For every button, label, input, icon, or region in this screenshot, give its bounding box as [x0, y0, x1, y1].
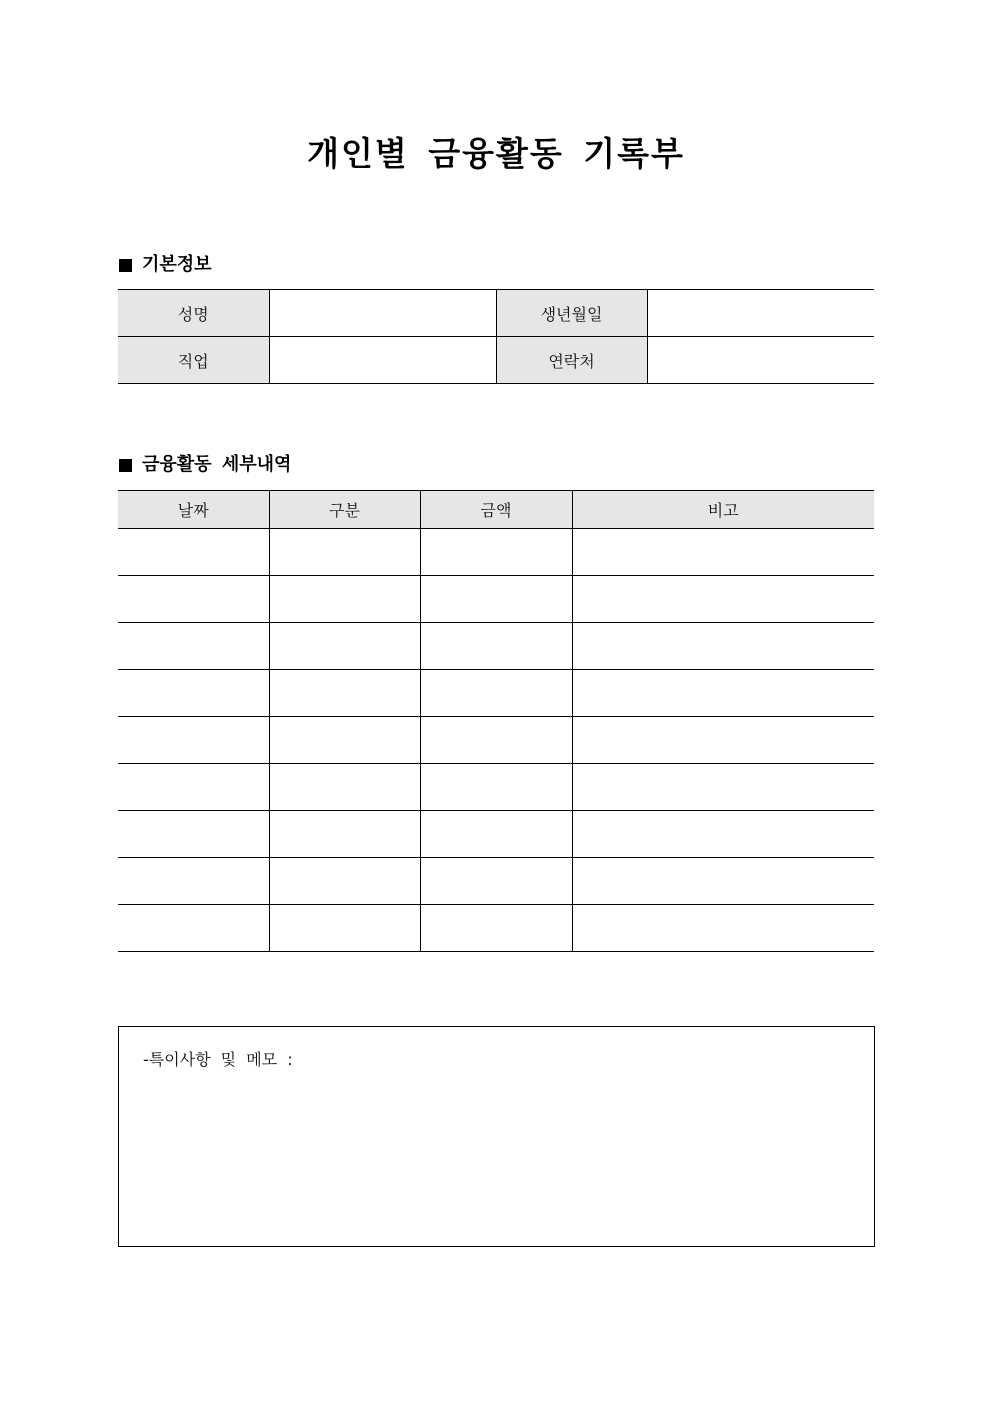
date-cell[interactable] [118, 811, 269, 858]
amount-cell[interactable] [420, 576, 572, 623]
date-cell[interactable] [118, 905, 269, 952]
remarks-cell[interactable] [572, 764, 874, 811]
column-header-date: 날짜 [118, 491, 269, 529]
document-title: 개인별 금융활동 기록부 [307, 134, 685, 173]
table-row [118, 717, 874, 764]
table-row [118, 811, 874, 858]
category-cell[interactable] [269, 764, 420, 811]
category-cell[interactable] [269, 670, 420, 717]
details-heading [119, 452, 291, 478]
amount-cell[interactable] [420, 717, 572, 764]
contact-field[interactable] [647, 337, 874, 384]
column-header-category: 구분 [269, 491, 420, 529]
date-cell[interactable] [118, 858, 269, 905]
table-row [118, 576, 874, 623]
square-bullet-icon [119, 459, 132, 472]
contact-label: 연락처 [496, 337, 647, 384]
square-bullet-icon [119, 259, 132, 272]
basic-info-table [118, 289, 874, 384]
remarks-cell[interactable] [572, 623, 874, 670]
table-row [118, 670, 874, 717]
memo-label: -특이사항 및 메모 : [143, 1050, 293, 1069]
basic-info-row [118, 290, 874, 337]
remarks-cell[interactable] [572, 905, 874, 952]
occupation-field[interactable] [269, 337, 496, 384]
remarks-cell[interactable] [572, 717, 874, 764]
category-cell[interactable] [269, 529, 420, 576]
birthdate-label: 생년월일 [496, 290, 647, 337]
occupation-label: 직업 [118, 337, 269, 384]
category-cell[interactable] [269, 858, 420, 905]
category-cell[interactable] [269, 576, 420, 623]
date-cell[interactable] [118, 670, 269, 717]
remarks-cell[interactable] [572, 811, 874, 858]
table-row [118, 529, 874, 576]
basic-info-heading-text: 기본정보 [142, 254, 212, 275]
category-cell[interactable] [269, 811, 420, 858]
memo-box[interactable] [118, 1026, 875, 1247]
column-header-remarks: 비고 [572, 491, 874, 529]
basic-info-heading [119, 252, 212, 278]
category-cell[interactable] [269, 623, 420, 670]
date-cell[interactable] [118, 717, 269, 764]
amount-cell[interactable] [420, 529, 572, 576]
table-row [118, 764, 874, 811]
basic-info-row [118, 337, 874, 384]
column-header-amount: 금액 [420, 491, 572, 529]
remarks-cell[interactable] [572, 858, 874, 905]
name-field[interactable] [269, 290, 496, 337]
date-cell[interactable] [118, 623, 269, 670]
table-row [118, 623, 874, 670]
table-row [118, 858, 874, 905]
category-cell[interactable] [269, 905, 420, 952]
date-cell[interactable] [118, 764, 269, 811]
remarks-cell[interactable] [572, 670, 874, 717]
remarks-cell[interactable] [572, 529, 874, 576]
details-table [118, 490, 874, 952]
table-row [118, 905, 874, 952]
amount-cell[interactable] [420, 764, 572, 811]
remarks-cell[interactable] [572, 576, 874, 623]
amount-cell[interactable] [420, 905, 572, 952]
details-heading-text: 금융활동 세부내역 [142, 454, 292, 475]
amount-cell[interactable] [420, 858, 572, 905]
name-label: 성명 [118, 290, 269, 337]
amount-cell[interactable] [420, 670, 572, 717]
amount-cell[interactable] [420, 811, 572, 858]
date-cell[interactable] [118, 529, 269, 576]
date-cell[interactable] [118, 576, 269, 623]
birthdate-field[interactable] [647, 290, 874, 337]
details-header-row [118, 491, 874, 529]
category-cell[interactable] [269, 717, 420, 764]
amount-cell[interactable] [420, 623, 572, 670]
